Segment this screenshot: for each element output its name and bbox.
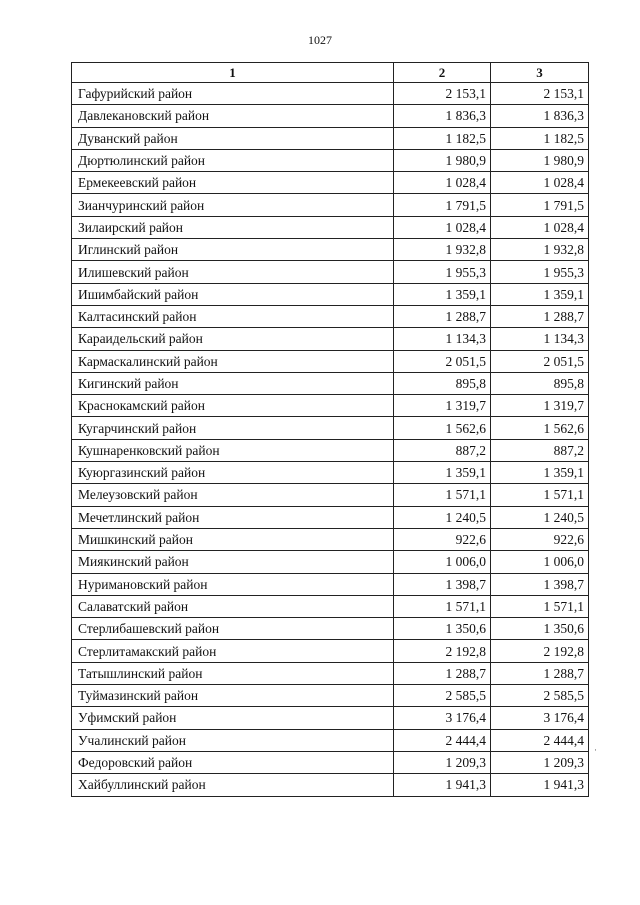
table-row <box>72 261 589 283</box>
value-cell-col2: 1 006,0 <box>394 551 491 573</box>
district-name-cell: Нуримановский район <box>72 573 394 595</box>
table-row <box>72 662 589 684</box>
value-cell-col3: 2 051,5 <box>491 350 589 372</box>
value-cell-col2: 1 359,1 <box>394 462 491 484</box>
district-name-cell: Давлекановский район <box>72 105 394 127</box>
value-cell-col2: 1 932,8 <box>394 239 491 261</box>
value-cell-col2: 2 153,1 <box>394 83 491 105</box>
value-cell-col2: 1 571,1 <box>394 595 491 617</box>
value-cell-col3: 1 791,5 <box>491 194 589 216</box>
table-row <box>72 506 589 528</box>
district-name-cell: Туймазинский район <box>72 685 394 707</box>
value-cell-col3: 1 350,6 <box>491 618 589 640</box>
district-name-cell: Калтасинский район <box>72 305 394 327</box>
table-row <box>72 573 589 595</box>
value-cell-col3: 1 980,9 <box>491 149 589 171</box>
district-name-cell: Хайбуллинский район <box>72 774 394 796</box>
district-name-cell: Зилаирский район <box>72 216 394 238</box>
district-name-cell: Федоровский район <box>72 751 394 773</box>
value-cell-col3: 2 153,1 <box>491 83 589 105</box>
value-cell-col2: 1 288,7 <box>394 305 491 327</box>
district-name-cell: Дюртюлинский район <box>72 149 394 171</box>
value-cell-col2: 1 791,5 <box>394 194 491 216</box>
table-row <box>72 328 589 350</box>
district-name-cell: Кармаскалинский район <box>72 350 394 372</box>
data-table <box>71 62 589 797</box>
value-cell-col3: 1 359,1 <box>491 283 589 305</box>
table-row <box>72 350 589 372</box>
district-name-cell: Кигинский район <box>72 372 394 394</box>
district-name-cell: Стерлибашевский район <box>72 618 394 640</box>
value-cell-col2: 1 182,5 <box>394 127 491 149</box>
table-row <box>72 239 589 261</box>
table-row <box>72 372 589 394</box>
district-name-cell: Иглинский район <box>72 239 394 261</box>
district-name-cell: Уфимский район <box>72 707 394 729</box>
value-cell-col3: 895,8 <box>491 372 589 394</box>
district-name-cell: Учалинский район <box>72 729 394 751</box>
value-cell-col2: 1 955,3 <box>394 261 491 283</box>
value-cell-col2: 1 288,7 <box>394 662 491 684</box>
table-row <box>72 127 589 149</box>
district-name-cell: Зианчуринский район <box>72 194 394 216</box>
table-row <box>72 551 589 573</box>
table-row <box>72 707 589 729</box>
value-cell-col2: 1 398,7 <box>394 573 491 595</box>
value-cell-col3: 1 319,7 <box>491 395 589 417</box>
table-row <box>72 774 589 796</box>
table-row <box>72 283 589 305</box>
value-cell-col3: 1 240,5 <box>491 506 589 528</box>
table-row <box>72 105 589 127</box>
value-cell-col2: 895,8 <box>394 372 491 394</box>
table-row <box>72 172 589 194</box>
district-name-cell: Ермекеевский район <box>72 172 394 194</box>
value-cell-col3: 1 562,6 <box>491 417 589 439</box>
table-row <box>72 751 589 773</box>
table-row <box>72 618 589 640</box>
district-name-cell: Мечетлинский район <box>72 506 394 528</box>
district-name-cell: Салаватский район <box>72 595 394 617</box>
value-cell-col3: 1 182,5 <box>491 127 589 149</box>
value-cell-col2: 1 941,3 <box>394 774 491 796</box>
district-name-cell: Илишевский район <box>72 261 394 283</box>
district-name-cell: Мелеузовский район <box>72 484 394 506</box>
district-name-cell: Дуванский район <box>72 127 394 149</box>
value-cell-col3: 2 192,8 <box>491 640 589 662</box>
value-cell-col2: 2 585,5 <box>394 685 491 707</box>
table-row <box>72 528 589 550</box>
district-name-cell: Стерлитамакский район <box>72 640 394 662</box>
table-row <box>72 417 589 439</box>
table-row <box>72 149 589 171</box>
district-name-cell: Кугарчинский район <box>72 417 394 439</box>
table-row <box>72 439 589 461</box>
table-row <box>72 462 589 484</box>
table-header <box>72 63 589 83</box>
table-row <box>72 395 589 417</box>
table-row <box>72 595 589 617</box>
margin-mark: · <box>594 745 597 755</box>
value-cell-col2: 1 028,4 <box>394 172 491 194</box>
table-row <box>72 194 589 216</box>
table-row <box>72 305 589 327</box>
district-name-cell: Татышлинский район <box>72 662 394 684</box>
district-name-cell: Куюргазинский район <box>72 462 394 484</box>
value-cell-col3: 1 288,7 <box>491 305 589 327</box>
value-cell-col3: 1 006,0 <box>491 551 589 573</box>
value-cell-col3: 1 288,7 <box>491 662 589 684</box>
value-cell-col2: 1 359,1 <box>394 283 491 305</box>
district-name-cell: Караидельский район <box>72 328 394 350</box>
value-cell-col3: 1 028,4 <box>491 172 589 194</box>
value-cell-col2: 1 980,9 <box>394 149 491 171</box>
district-name-cell: Мишкинский район <box>72 528 394 550</box>
value-cell-col3: 1 941,3 <box>491 774 589 796</box>
table-row <box>72 640 589 662</box>
value-cell-col3: 887,2 <box>491 439 589 461</box>
page-number: 1027 <box>308 33 332 47</box>
value-cell-col3: 3 176,4 <box>491 707 589 729</box>
table-row <box>72 216 589 238</box>
value-cell-col2: 2 051,5 <box>394 350 491 372</box>
value-cell-col2: 1 209,3 <box>394 751 491 773</box>
value-cell-col2: 1 836,3 <box>394 105 491 127</box>
value-cell-col3: 1 955,3 <box>491 261 589 283</box>
value-cell-col3: 1 209,3 <box>491 751 589 773</box>
value-cell-col3: 2 444,4 <box>491 729 589 751</box>
value-cell-col2: 1 134,3 <box>394 328 491 350</box>
value-cell-col2: 3 176,4 <box>394 707 491 729</box>
value-cell-col2: 2 192,8 <box>394 640 491 662</box>
value-cell-col2: 1 350,6 <box>394 618 491 640</box>
district-name-cell: Ишимбайский район <box>72 283 394 305</box>
value-cell-col2: 1 571,1 <box>394 484 491 506</box>
district-name-cell: Миякинский район <box>72 551 394 573</box>
value-cell-col3: 1 134,3 <box>491 328 589 350</box>
value-cell-col2: 887,2 <box>394 439 491 461</box>
value-cell-col3: 1 571,1 <box>491 484 589 506</box>
value-cell-col3: 2 585,5 <box>491 685 589 707</box>
value-cell-col3: 1 028,4 <box>491 216 589 238</box>
header-row <box>72 63 589 83</box>
value-cell-col2: 1 319,7 <box>394 395 491 417</box>
value-cell-col2: 922,6 <box>394 528 491 550</box>
value-cell-col2: 1 562,6 <box>394 417 491 439</box>
district-name-cell: Гафурийский район <box>72 83 394 105</box>
value-cell-col3: 922,6 <box>491 528 589 550</box>
value-cell-col2: 1 028,4 <box>394 216 491 238</box>
district-name-cell: Кушнаренковский район <box>72 439 394 461</box>
value-cell-col3: 1 836,3 <box>491 105 589 127</box>
column-header-1: 1 <box>72 63 394 83</box>
table-row <box>72 685 589 707</box>
table-row <box>72 83 589 105</box>
value-cell-col3: 1 398,7 <box>491 573 589 595</box>
value-cell-col2: 2 444,4 <box>394 729 491 751</box>
table-row <box>72 729 589 751</box>
value-cell-col2: 1 240,5 <box>394 506 491 528</box>
district-name-cell: Краснокамский район <box>72 395 394 417</box>
table-body <box>72 83 589 797</box>
column-header-2: 2 <box>394 63 491 83</box>
value-cell-col3: 1 359,1 <box>491 462 589 484</box>
column-header-3: 3 <box>491 63 589 83</box>
value-cell-col3: 1 932,8 <box>491 239 589 261</box>
table-row <box>72 484 589 506</box>
value-cell-col3: 1 571,1 <box>491 595 589 617</box>
